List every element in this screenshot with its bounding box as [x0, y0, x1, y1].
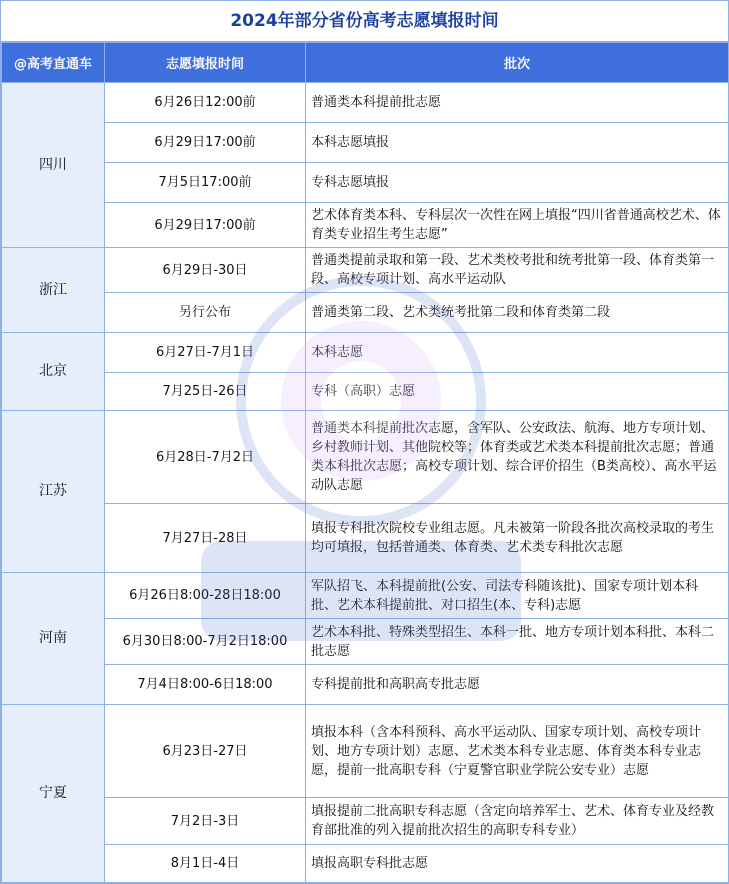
time-cell: 6月29日-30日	[105, 248, 306, 293]
province-cell: 宁夏	[2, 705, 105, 883]
batch-cell: 专科志愿填报	[306, 163, 729, 203]
time-cell: 7月2日-3日	[105, 798, 306, 845]
province-cell: 江苏	[2, 411, 105, 573]
table-row	[2, 573, 729, 619]
time-cell: 6月26日8:00-28日18:00	[105, 573, 306, 619]
table-row	[2, 248, 729, 293]
province-cell: 浙江	[2, 248, 105, 333]
table-row	[2, 123, 729, 163]
table-row	[2, 293, 729, 333]
table-row	[2, 798, 729, 845]
batch-cell: 艺术本科批、特殊类型招生、本科一批、地方专项计划本科批、本科二批志愿	[306, 619, 729, 665]
batch-cell: 普通类本科提前批志愿	[306, 83, 729, 123]
batch-cell: 填报高职专科批志愿	[306, 845, 729, 883]
batch-cell: 本科志愿	[306, 333, 729, 373]
table-row	[2, 619, 729, 665]
time-cell: 6月29日17:00前	[105, 123, 306, 163]
time-cell: 8月1日-4日	[105, 845, 306, 883]
time-cell: 7月4日8:00-6日18:00	[105, 665, 306, 705]
header-batch: 批次	[306, 43, 729, 83]
batch-cell: 艺术体育类本科、专科层次一次性在网上填报“四川省普通高校艺术、体育类专业招生考生志愿”	[306, 203, 729, 248]
province-cell: 四川	[2, 83, 105, 248]
table-row	[2, 83, 729, 123]
batch-cell: 普通类提前录取和第一段、艺术类校考批和统考批第一段、体育类第一段、高校专项计划、高水平运动队	[306, 248, 729, 293]
batch-cell: 填报提前二批高职专科志愿（含定向培养军士、艺术、体育专业及经教育部批准的列入提前批次招生的高职专科专业）	[306, 798, 729, 845]
table-row	[2, 163, 729, 203]
schedule-body	[2, 83, 729, 883]
page-title: 2024年部分省份高考志愿填报时间	[1, 1, 728, 42]
province-cell: 北京	[2, 333, 105, 411]
time-cell: 6月30日8:00-7月2日18:00	[105, 619, 306, 665]
time-cell: 6月28日-7月2日	[105, 411, 306, 504]
time-cell: 7月27日-28日	[105, 504, 306, 573]
time-cell: 6月29日17:00前	[105, 203, 306, 248]
time-cell: 6月26日12:00前	[105, 83, 306, 123]
table-row	[2, 665, 729, 705]
time-cell: 6月27日-7月1日	[105, 333, 306, 373]
time-cell: 另行公布	[105, 293, 306, 333]
header-time: 志愿填报时间	[105, 43, 306, 83]
header-source: @高考直通车	[2, 43, 105, 83]
table-row	[2, 705, 729, 798]
batch-cell: 填报专科批次院校专业组志愿。凡未被第一阶段各批次高校录取的考生均可填报，包括普通类、体育类、艺术类专科批次志愿	[306, 504, 729, 573]
table-row	[2, 333, 729, 373]
province-cell: 河南	[2, 573, 105, 705]
batch-cell: 本科志愿填报	[306, 123, 729, 163]
batch-cell: 填报本科（含本科预科、高水平运动队、国家专项计划、高校专项计划、地方专项计划）志愿、艺术类本科专业志愿、体育类本科专业志愿，提前一批高职专科（宁夏警官职业学院公安专业）志愿	[306, 705, 729, 798]
batch-cell: 专科（高职）志愿	[306, 373, 729, 411]
batch-cell: 专科提前批和高职高专批志愿	[306, 665, 729, 705]
table-row	[2, 845, 729, 883]
table-row	[2, 504, 729, 573]
table-row	[2, 411, 729, 504]
time-cell: 6月23日-27日	[105, 705, 306, 798]
schedule-table	[1, 42, 729, 883]
header-row	[2, 43, 729, 83]
batch-cell: 普通类第二段、艺术类统考批第二段和体育类第二段	[306, 293, 729, 333]
table-row	[2, 203, 729, 248]
batch-cell: 普通类本科提前批次志愿，含军队、公安政法、航海、地方专项计划、乡村教师计划、其他院校等；体育类或艺术类本科提前批次志愿；普通类本科批次志愿；高校专项计划、综合评价招生（B类高校）、高水平运动队志愿	[306, 411, 729, 504]
batch-cell: 军队招飞、本科提前批(公安、司法专科随该批)、国家专项计划本科批、艺术本科提前批、对口招生(本、专科)志愿	[306, 573, 729, 619]
time-cell: 7月5日17:00前	[105, 163, 306, 203]
time-cell: 7月25日-26日	[105, 373, 306, 411]
table-row	[2, 373, 729, 411]
